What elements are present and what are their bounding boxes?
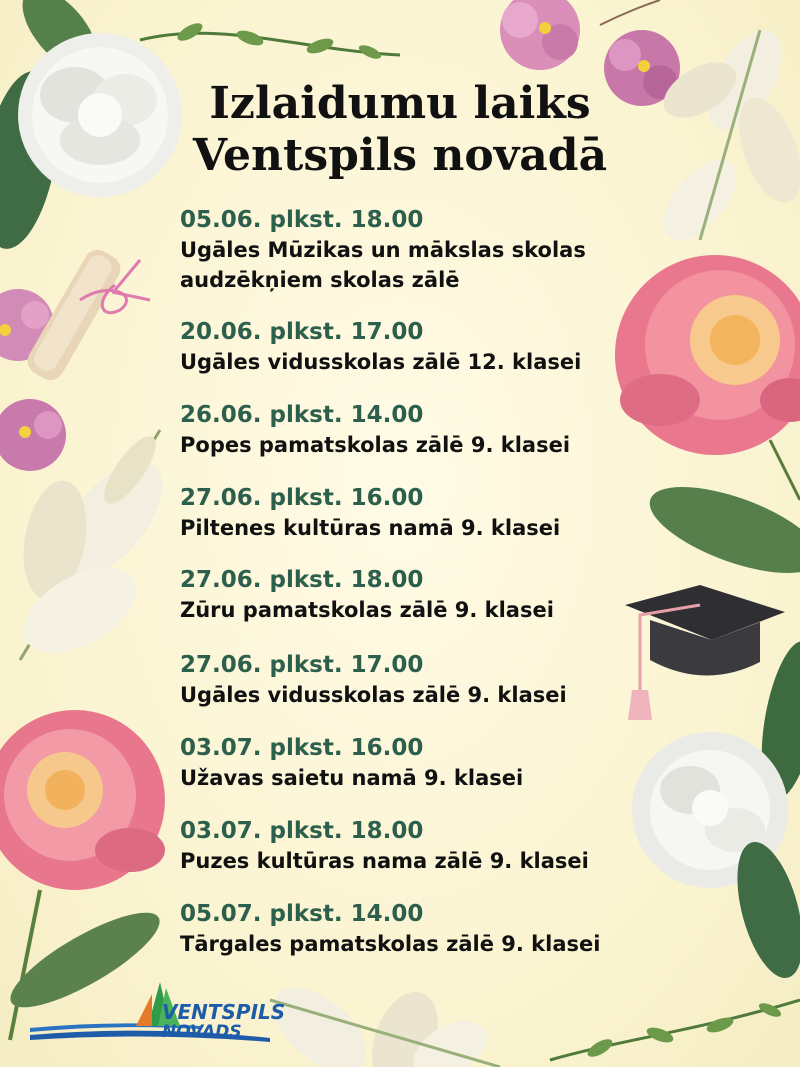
- pink-flower-icon: [0, 399, 66, 471]
- event-place: Ugāles vidusskolas zālē 12. klasei: [180, 350, 582, 374]
- event-place: Užavas saietu namā 9. klasei: [180, 766, 524, 790]
- white-lily-icon: [259, 972, 500, 1067]
- event-place: Zūru pamatskolas zālē 9. klasei: [180, 598, 554, 622]
- title-line-1: Izlaidumu laiks: [209, 78, 591, 129]
- event-date: 05.07. plkst. 14.00: [180, 901, 424, 927]
- event-date: 27.06. plkst. 18.00: [180, 567, 424, 593]
- event-place: Tārgales pamatskolas zālē 9. klasei: [180, 932, 601, 956]
- title-line-2: Ventspils novadā: [192, 130, 608, 181]
- event-place: Ugāles Mūzikas un mākslas skolas: [180, 238, 586, 262]
- logo-text-line-1: VENTSPILS: [162, 1000, 286, 1024]
- list-item: [180, 483, 560, 543]
- event-place: Ugāles vidusskolas zālē 9. klasei: [180, 683, 567, 707]
- list-item: [180, 733, 523, 793]
- pink-peony-icon: [0, 710, 165, 890]
- list-item: [180, 899, 600, 959]
- logo-text-line-2: NOVADS: [162, 1022, 242, 1042]
- event-date: 03.07. plkst. 16.00: [180, 735, 424, 761]
- event-place-line-2: audzēkņiem skolas zālē: [180, 268, 460, 292]
- pink-peony-icon: [615, 255, 800, 455]
- event-date: 05.06. plkst. 18.00: [180, 207, 424, 233]
- graduation-cap-icon: [625, 585, 785, 720]
- event-date: 27.06. plkst. 16.00: [180, 485, 424, 511]
- event-date: 26.06. plkst. 14.00: [180, 402, 424, 428]
- list-item: [180, 816, 589, 876]
- list-item: [180, 317, 581, 377]
- pink-flower-icon: [500, 0, 580, 70]
- list-item: [180, 565, 554, 625]
- list-item: [180, 650, 567, 710]
- ventspils-novads-logo: [30, 980, 286, 1050]
- list-item: [180, 205, 586, 295]
- event-date: 20.06. plkst. 17.00: [180, 319, 424, 345]
- event-place: Popes pamatskolas zālē 9. klasei: [180, 433, 571, 457]
- page-title: [130, 78, 670, 182]
- list-item: [180, 400, 570, 460]
- event-date: 03.07. plkst. 18.00: [180, 818, 424, 844]
- event-place: Piltenes kultūras namā 9. klasei: [180, 516, 561, 540]
- event-date: 27.06. plkst. 17.00: [180, 652, 424, 678]
- event-place: Puzes kultūras nama zālē 9. klasei: [180, 849, 589, 873]
